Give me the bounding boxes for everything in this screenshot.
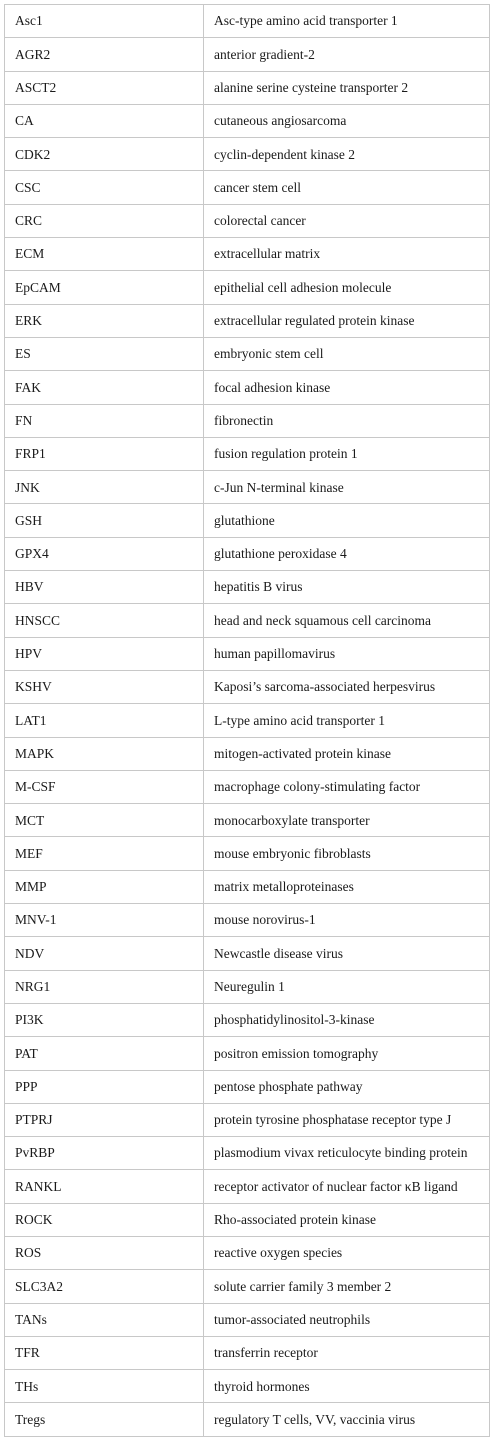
table-row xyxy=(5,204,490,237)
table-row xyxy=(5,571,490,604)
table-row xyxy=(5,1103,490,1136)
table-row xyxy=(5,1170,490,1203)
abbreviation-cell: FN xyxy=(5,404,204,437)
table-row xyxy=(5,704,490,737)
table-row xyxy=(5,138,490,171)
definition-cell: plasmodium vivax reticulocyte binding protein xyxy=(204,1137,490,1170)
definition-cell: fusion regulation protein 1 xyxy=(204,437,490,470)
definition-cell: tumor-associated neutrophils xyxy=(204,1303,490,1336)
definition-cell: Rho-associated protein kinase xyxy=(204,1203,490,1236)
definition-cell: monocarboxylate transporter xyxy=(204,804,490,837)
abbreviation-cell: PI3K xyxy=(5,1003,204,1036)
abbreviation-cell: NDV xyxy=(5,937,204,970)
abbreviation-cell: RANKL xyxy=(5,1170,204,1203)
table-row xyxy=(5,1203,490,1236)
definition-cell: cyclin-dependent kinase 2 xyxy=(204,138,490,171)
table-row xyxy=(5,537,490,570)
table-row xyxy=(5,271,490,304)
definition-cell: extracellular matrix xyxy=(204,238,490,271)
table-row xyxy=(5,71,490,104)
definition-cell: reactive oxygen species xyxy=(204,1236,490,1269)
table-row xyxy=(5,970,490,1003)
table-row xyxy=(5,1403,490,1436)
table-row xyxy=(5,304,490,337)
abbreviation-cell: MMP xyxy=(5,870,204,903)
definition-cell: glutathione peroxidase 4 xyxy=(204,537,490,570)
definition-cell: mouse embryonic fibroblasts xyxy=(204,837,490,870)
table-row xyxy=(5,837,490,870)
definition-cell: anterior gradient-2 xyxy=(204,38,490,71)
table-row xyxy=(5,637,490,670)
table-row xyxy=(5,1236,490,1269)
table-row xyxy=(5,804,490,837)
table-row xyxy=(5,737,490,770)
abbreviation-cell: ECM xyxy=(5,238,204,271)
table-row xyxy=(5,1003,490,1036)
definition-cell: macrophage colony-stimulating factor xyxy=(204,770,490,803)
abbreviation-cell: ES xyxy=(5,337,204,370)
abbreviation-cell: EpCAM xyxy=(5,271,204,304)
abbreviation-cell: GSH xyxy=(5,504,204,537)
abbreviation-cell: MEF xyxy=(5,837,204,870)
abbreviation-cell: TANs xyxy=(5,1303,204,1336)
definition-cell: Kaposi’s sarcoma-associated herpesvirus xyxy=(204,670,490,703)
abbreviation-cell: GPX4 xyxy=(5,537,204,570)
abbreviation-cell: ROCK xyxy=(5,1203,204,1236)
abbreviation-cell: MAPK xyxy=(5,737,204,770)
definition-cell: focal adhesion kinase xyxy=(204,371,490,404)
definition-cell: colorectal cancer xyxy=(204,204,490,237)
table-row xyxy=(5,904,490,937)
table-row xyxy=(5,171,490,204)
definition-cell: transferrin receptor xyxy=(204,1336,490,1369)
definition-cell: c-Jun N-terminal kinase xyxy=(204,471,490,504)
abbreviation-cell: MCT xyxy=(5,804,204,837)
definition-cell: regulatory T cells, VV, vaccinia virus xyxy=(204,1403,490,1436)
definition-cell: pentose phosphate pathway xyxy=(204,1070,490,1103)
abbreviation-cell: MNV-1 xyxy=(5,904,204,937)
table-row xyxy=(5,437,490,470)
table-row xyxy=(5,38,490,71)
definition-cell: mouse norovirus-1 xyxy=(204,904,490,937)
definition-cell: matrix metalloproteinases xyxy=(204,870,490,903)
definition-cell: receptor activator of nuclear factor κB ligand xyxy=(204,1170,490,1203)
definition-cell: cancer stem cell xyxy=(204,171,490,204)
definition-cell: extracellular regulated protein kinase xyxy=(204,304,490,337)
abbreviation-cell: NRG1 xyxy=(5,970,204,1003)
abbreviation-cell: PAT xyxy=(5,1037,204,1070)
definition-cell: cutaneous angiosarcoma xyxy=(204,104,490,137)
abbreviation-cell: FRP1 xyxy=(5,437,204,470)
abbreviation-cell: TFR xyxy=(5,1336,204,1369)
table-row xyxy=(5,504,490,537)
abbreviation-cell: CRC xyxy=(5,204,204,237)
abbreviation-cell: CA xyxy=(5,104,204,137)
abbreviation-cell: JNK xyxy=(5,471,204,504)
abbreviation-cell: PTPRJ xyxy=(5,1103,204,1136)
definition-cell: head and neck squamous cell carcinoma xyxy=(204,604,490,637)
table-row xyxy=(5,1070,490,1103)
table-row xyxy=(5,471,490,504)
table-row xyxy=(5,1270,490,1303)
definition-cell: embryonic stem cell xyxy=(204,337,490,370)
table-row xyxy=(5,670,490,703)
abbreviations-table xyxy=(4,4,490,1437)
table-row xyxy=(5,371,490,404)
abbreviation-cell: CDK2 xyxy=(5,138,204,171)
definition-cell: positron emission tomography xyxy=(204,1037,490,1070)
abbreviation-cell: PvRBP xyxy=(5,1137,204,1170)
definition-cell: glutathione xyxy=(204,504,490,537)
abbreviation-cell: ERK xyxy=(5,304,204,337)
definition-cell: Asc-type amino acid transporter 1 xyxy=(204,5,490,38)
table-row xyxy=(5,604,490,637)
abbreviation-cell: Tregs xyxy=(5,1403,204,1436)
abbreviations-table-body xyxy=(5,5,490,1437)
definition-cell: protein tyrosine phosphatase receptor type J xyxy=(204,1103,490,1136)
table-row xyxy=(5,104,490,137)
abbreviation-cell: AGR2 xyxy=(5,38,204,71)
abbreviation-cell: HPV xyxy=(5,637,204,670)
abbreviation-cell: HNSCC xyxy=(5,604,204,637)
abbreviation-cell: KSHV xyxy=(5,670,204,703)
definition-cell: alanine serine cysteine transporter 2 xyxy=(204,71,490,104)
abbreviation-cell: M-CSF xyxy=(5,770,204,803)
table-row xyxy=(5,870,490,903)
definition-cell: Newcastle disease virus xyxy=(204,937,490,970)
abbreviation-cell: CSC xyxy=(5,171,204,204)
table-row xyxy=(5,1370,490,1403)
abbreviation-cell: Asc1 xyxy=(5,5,204,38)
abbreviation-cell: HBV xyxy=(5,571,204,604)
definition-cell: Neuregulin 1 xyxy=(204,970,490,1003)
table-row xyxy=(5,337,490,370)
abbreviation-cell: THs xyxy=(5,1370,204,1403)
definition-cell: mitogen-activated protein kinase xyxy=(204,737,490,770)
definition-cell: epithelial cell adhesion molecule xyxy=(204,271,490,304)
abbreviation-cell: FAK xyxy=(5,371,204,404)
definition-cell: fibronectin xyxy=(204,404,490,437)
abbreviation-cell: PPP xyxy=(5,1070,204,1103)
table-row xyxy=(5,5,490,38)
table-row xyxy=(5,937,490,970)
definition-cell: L-type amino acid transporter 1 xyxy=(204,704,490,737)
definition-cell: solute carrier family 3 member 2 xyxy=(204,1270,490,1303)
abbreviation-cell: LAT1 xyxy=(5,704,204,737)
abbreviation-cell: ASCT2 xyxy=(5,71,204,104)
abbreviation-cell: ROS xyxy=(5,1236,204,1269)
table-row xyxy=(5,238,490,271)
table-row xyxy=(5,404,490,437)
definition-cell: human papillomavirus xyxy=(204,637,490,670)
table-row xyxy=(5,770,490,803)
abbreviation-cell: SLC3A2 xyxy=(5,1270,204,1303)
table-row xyxy=(5,1303,490,1336)
table-row xyxy=(5,1037,490,1070)
table-row xyxy=(5,1137,490,1170)
definition-cell: thyroid hormones xyxy=(204,1370,490,1403)
definition-cell: hepatitis B virus xyxy=(204,571,490,604)
definition-cell: phosphatidylinositol-3-kinase xyxy=(204,1003,490,1036)
table-row xyxy=(5,1336,490,1369)
